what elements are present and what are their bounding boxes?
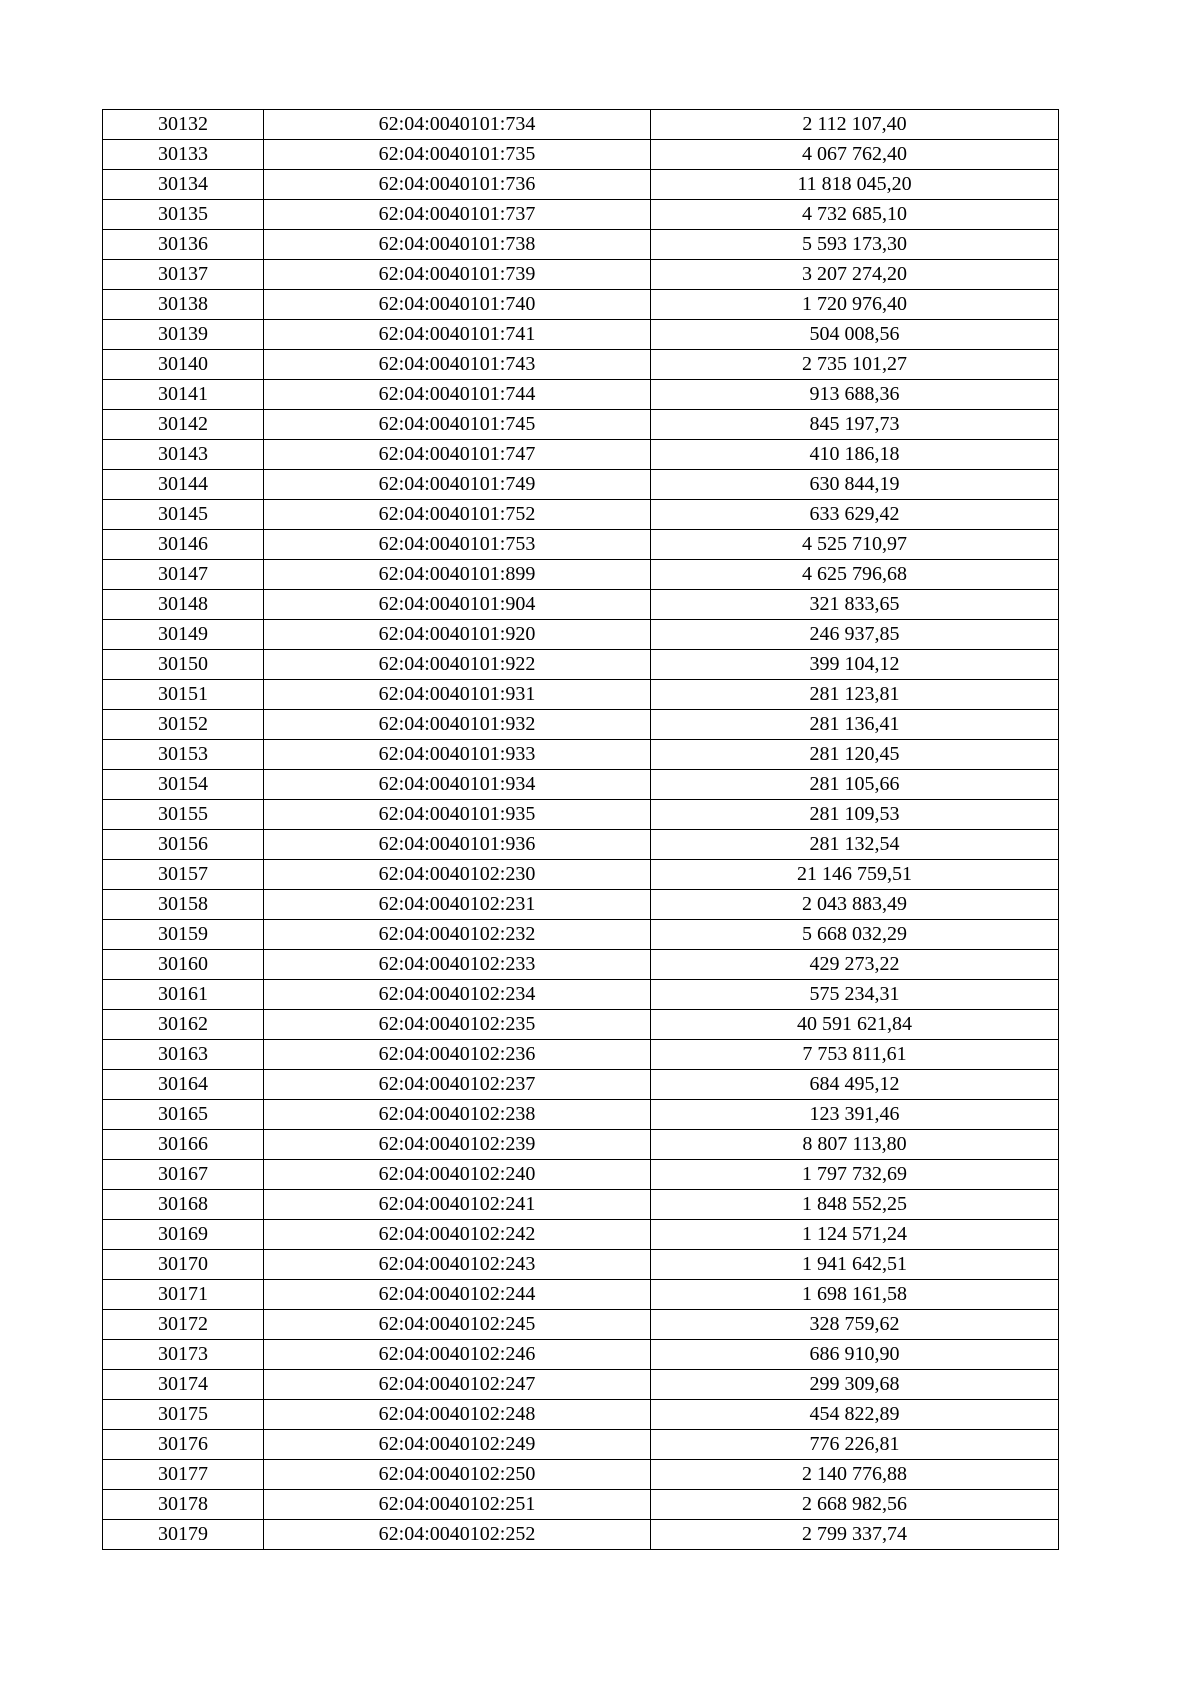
table-row [103, 950, 1059, 980]
table-row [103, 740, 1059, 770]
cadastral-number-cell: 62:04:0040102:241 [264, 1190, 651, 1220]
value-cell: 845 197,73 [651, 410, 1059, 440]
cadastral-number-cell: 62:04:0040102:236 [264, 1040, 651, 1070]
value-cell: 2 140 776,88 [651, 1460, 1059, 1490]
value-cell: 11 818 045,20 [651, 170, 1059, 200]
row-number-cell: 30159 [103, 920, 264, 950]
row-number-cell: 30176 [103, 1430, 264, 1460]
value-cell: 913 688,36 [651, 380, 1059, 410]
row-number-cell: 30136 [103, 230, 264, 260]
value-cell: 1 797 732,69 [651, 1160, 1059, 1190]
table-row [103, 1490, 1059, 1520]
row-number-cell: 30132 [103, 110, 264, 140]
cadastral-number-cell: 62:04:0040101:934 [264, 770, 651, 800]
table-row [103, 1400, 1059, 1430]
cadastral-number-cell: 62:04:0040102:248 [264, 1400, 651, 1430]
cadastral-number-cell: 62:04:0040101:752 [264, 500, 651, 530]
value-cell: 5 593 173,30 [651, 230, 1059, 260]
cadastral-number-cell: 62:04:0040102:245 [264, 1310, 651, 1340]
table-row [103, 1040, 1059, 1070]
row-number-cell: 30174 [103, 1370, 264, 1400]
value-cell: 684 495,12 [651, 1070, 1059, 1100]
value-cell: 281 120,45 [651, 740, 1059, 770]
table-row [103, 1070, 1059, 1100]
table-row [103, 1100, 1059, 1130]
row-number-cell: 30163 [103, 1040, 264, 1070]
row-number-cell: 30141 [103, 380, 264, 410]
cadastral-number-cell: 62:04:0040102:239 [264, 1130, 651, 1160]
cadastral-number-cell: 62:04:0040102:237 [264, 1070, 651, 1100]
table-row [103, 1430, 1059, 1460]
row-number-cell: 30175 [103, 1400, 264, 1430]
table-row [103, 1130, 1059, 1160]
table-row [103, 560, 1059, 590]
row-number-cell: 30167 [103, 1160, 264, 1190]
table-row [103, 1340, 1059, 1370]
table-row [103, 200, 1059, 230]
table-row [103, 1520, 1059, 1550]
cadastral-number-cell: 62:04:0040102:238 [264, 1100, 651, 1130]
table-row [103, 230, 1059, 260]
cadastral-number-cell: 62:04:0040102:232 [264, 920, 651, 950]
cadastral-number-cell: 62:04:0040101:736 [264, 170, 651, 200]
cadastral-number-cell: 62:04:0040101:734 [264, 110, 651, 140]
table-row [103, 1220, 1059, 1250]
value-cell: 3 207 274,20 [651, 260, 1059, 290]
row-number-cell: 30142 [103, 410, 264, 440]
row-number-cell: 30155 [103, 800, 264, 830]
row-number-cell: 30134 [103, 170, 264, 200]
cadastral-number-cell: 62:04:0040101:899 [264, 560, 651, 590]
row-number-cell: 30146 [103, 530, 264, 560]
value-cell: 40 591 621,84 [651, 1010, 1059, 1040]
table-row [103, 530, 1059, 560]
row-number-cell: 30137 [103, 260, 264, 290]
table-row [103, 1460, 1059, 1490]
table-row [103, 1250, 1059, 1280]
row-number-cell: 30153 [103, 740, 264, 770]
table-row [103, 1160, 1059, 1190]
table-row [103, 650, 1059, 680]
value-cell: 410 186,18 [651, 440, 1059, 470]
value-cell: 299 309,68 [651, 1370, 1059, 1400]
table-row [103, 500, 1059, 530]
table-row [103, 1370, 1059, 1400]
cadastral-number-cell: 62:04:0040101:933 [264, 740, 651, 770]
cadastral-number-cell: 62:04:0040102:240 [264, 1160, 651, 1190]
table-row [103, 590, 1059, 620]
value-cell: 8 807 113,80 [651, 1130, 1059, 1160]
value-cell: 633 629,42 [651, 500, 1059, 530]
row-number-cell: 30152 [103, 710, 264, 740]
row-number-cell: 30170 [103, 1250, 264, 1280]
table-body [103, 110, 1059, 1550]
table-row [103, 860, 1059, 890]
value-cell: 1 720 976,40 [651, 290, 1059, 320]
table-row [103, 140, 1059, 170]
cadastral-number-cell: 62:04:0040102:247 [264, 1370, 651, 1400]
cadastral-number-cell: 62:04:0040101:744 [264, 380, 651, 410]
row-number-cell: 30147 [103, 560, 264, 590]
table-row [103, 980, 1059, 1010]
cadastral-number-cell: 62:04:0040102:235 [264, 1010, 651, 1040]
value-cell: 686 910,90 [651, 1340, 1059, 1370]
row-number-cell: 30162 [103, 1010, 264, 1040]
value-cell: 575 234,31 [651, 980, 1059, 1010]
value-cell: 4 625 796,68 [651, 560, 1059, 590]
row-number-cell: 30161 [103, 980, 264, 1010]
value-cell: 246 937,85 [651, 620, 1059, 650]
table-row [103, 920, 1059, 950]
cadastral-number-cell: 62:04:0040101:932 [264, 710, 651, 740]
table-row [103, 470, 1059, 500]
cadastral-number-cell: 62:04:0040102:230 [264, 860, 651, 890]
table-row [103, 410, 1059, 440]
cadastral-number-cell: 62:04:0040102:250 [264, 1460, 651, 1490]
cadastral-number-cell: 62:04:0040101:753 [264, 530, 651, 560]
row-number-cell: 30140 [103, 350, 264, 380]
cadastral-number-cell: 62:04:0040101:737 [264, 200, 651, 230]
cadastral-number-cell: 62:04:0040102:234 [264, 980, 651, 1010]
row-number-cell: 30165 [103, 1100, 264, 1130]
cadastral-number-cell: 62:04:0040102:246 [264, 1340, 651, 1370]
value-cell: 2 668 982,56 [651, 1490, 1059, 1520]
cadastral-number-cell: 62:04:0040102:243 [264, 1250, 651, 1280]
cadastral-number-cell: 62:04:0040101:922 [264, 650, 651, 680]
cadastral-number-cell: 62:04:0040101:904 [264, 590, 651, 620]
cadastral-number-cell: 62:04:0040101:745 [264, 410, 651, 440]
value-cell: 281 109,53 [651, 800, 1059, 830]
row-number-cell: 30148 [103, 590, 264, 620]
table-row [103, 830, 1059, 860]
value-cell: 5 668 032,29 [651, 920, 1059, 950]
cadastral-number-cell: 62:04:0040101:749 [264, 470, 651, 500]
table-row [103, 770, 1059, 800]
value-cell: 399 104,12 [651, 650, 1059, 680]
row-number-cell: 30133 [103, 140, 264, 170]
value-cell: 1 848 552,25 [651, 1190, 1059, 1220]
value-cell: 4 525 710,97 [651, 530, 1059, 560]
row-number-cell: 30166 [103, 1130, 264, 1160]
table-row [103, 170, 1059, 200]
cadastral-number-cell: 62:04:0040101:739 [264, 260, 651, 290]
value-cell: 776 226,81 [651, 1430, 1059, 1460]
table-row [103, 800, 1059, 830]
row-number-cell: 30151 [103, 680, 264, 710]
table-row [103, 110, 1059, 140]
table-row [103, 350, 1059, 380]
cadastral-number-cell: 62:04:0040102:252 [264, 1520, 651, 1550]
cadastral-number-cell: 62:04:0040101:741 [264, 320, 651, 350]
row-number-cell: 30150 [103, 650, 264, 680]
cadastral-number-cell: 62:04:0040101:738 [264, 230, 651, 260]
table-row [103, 620, 1059, 650]
cadastral-number-cell: 62:04:0040101:743 [264, 350, 651, 380]
cadastral-number-cell: 62:04:0040102:244 [264, 1280, 651, 1310]
cadastral-number-cell: 62:04:0040101:735 [264, 140, 651, 170]
row-number-cell: 30171 [103, 1280, 264, 1310]
table-row [103, 290, 1059, 320]
table-row [103, 680, 1059, 710]
cadastral-number-cell: 62:04:0040102:251 [264, 1490, 651, 1520]
value-cell: 21 146 759,51 [651, 860, 1059, 890]
row-number-cell: 30154 [103, 770, 264, 800]
value-cell: 2 735 101,27 [651, 350, 1059, 380]
row-number-cell: 30178 [103, 1490, 264, 1520]
value-cell: 1 941 642,51 [651, 1250, 1059, 1280]
row-number-cell: 30158 [103, 890, 264, 920]
row-number-cell: 30179 [103, 1520, 264, 1550]
value-cell: 2 799 337,74 [651, 1520, 1059, 1550]
cadastral-value-table [102, 109, 1059, 1550]
value-cell: 7 753 811,61 [651, 1040, 1059, 1070]
value-cell: 281 105,66 [651, 770, 1059, 800]
table-row [103, 890, 1059, 920]
cadastral-number-cell: 62:04:0040101:936 [264, 830, 651, 860]
value-cell: 281 132,54 [651, 830, 1059, 860]
cadastral-number-cell: 62:04:0040102:242 [264, 1220, 651, 1250]
row-number-cell: 30149 [103, 620, 264, 650]
row-number-cell: 30168 [103, 1190, 264, 1220]
value-cell: 630 844,19 [651, 470, 1059, 500]
row-number-cell: 30169 [103, 1220, 264, 1250]
table-row [103, 1010, 1059, 1040]
cadastral-number-cell: 62:04:0040101:931 [264, 680, 651, 710]
cadastral-number-cell: 62:04:0040101:920 [264, 620, 651, 650]
value-cell: 321 833,65 [651, 590, 1059, 620]
row-number-cell: 30138 [103, 290, 264, 320]
row-number-cell: 30173 [103, 1340, 264, 1370]
value-cell: 1 124 571,24 [651, 1220, 1059, 1250]
row-number-cell: 30160 [103, 950, 264, 980]
row-number-cell: 30156 [103, 830, 264, 860]
value-cell: 281 123,81 [651, 680, 1059, 710]
row-number-cell: 30157 [103, 860, 264, 890]
table-row [103, 1190, 1059, 1220]
cadastral-number-cell: 62:04:0040101:935 [264, 800, 651, 830]
value-cell: 504 008,56 [651, 320, 1059, 350]
value-cell: 2 112 107,40 [651, 110, 1059, 140]
value-cell: 328 759,62 [651, 1310, 1059, 1340]
value-cell: 4 732 685,10 [651, 200, 1059, 230]
row-number-cell: 30177 [103, 1460, 264, 1490]
row-number-cell: 30172 [103, 1310, 264, 1340]
value-cell: 454 822,89 [651, 1400, 1059, 1430]
cadastral-number-cell: 62:04:0040102:231 [264, 890, 651, 920]
value-cell: 281 136,41 [651, 710, 1059, 740]
row-number-cell: 30145 [103, 500, 264, 530]
table-row [103, 260, 1059, 290]
value-cell: 1 698 161,58 [651, 1280, 1059, 1310]
table-row [103, 1310, 1059, 1340]
value-cell: 123 391,46 [651, 1100, 1059, 1130]
row-number-cell: 30139 [103, 320, 264, 350]
table-row [103, 1280, 1059, 1310]
cadastral-number-cell: 62:04:0040101:740 [264, 290, 651, 320]
row-number-cell: 30143 [103, 440, 264, 470]
value-cell: 4 067 762,40 [651, 140, 1059, 170]
value-cell: 2 043 883,49 [651, 890, 1059, 920]
row-number-cell: 30164 [103, 1070, 264, 1100]
row-number-cell: 30135 [103, 200, 264, 230]
cadastral-number-cell: 62:04:0040102:233 [264, 950, 651, 980]
table-row [103, 320, 1059, 350]
row-number-cell: 30144 [103, 470, 264, 500]
cadastral-number-cell: 62:04:0040101:747 [264, 440, 651, 470]
table-row [103, 710, 1059, 740]
table-row [103, 380, 1059, 410]
cadastral-number-cell: 62:04:0040102:249 [264, 1430, 651, 1460]
table-row [103, 440, 1059, 470]
value-cell: 429 273,22 [651, 950, 1059, 980]
